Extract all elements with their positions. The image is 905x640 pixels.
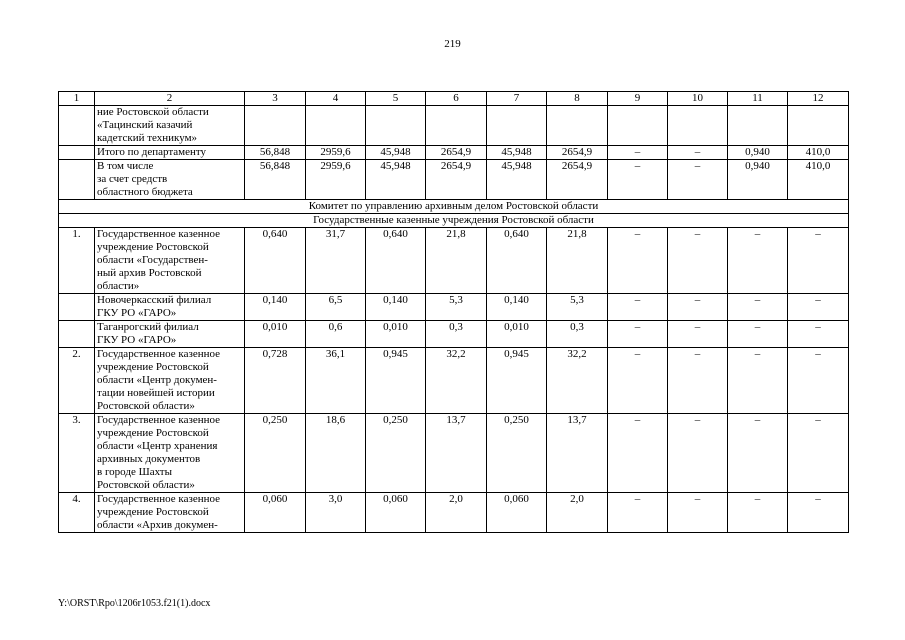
value-cell: 0,3: [547, 321, 608, 348]
value-cell: [788, 106, 849, 146]
value-cell: [426, 106, 487, 146]
value-cell: [487, 106, 547, 146]
value-cell: 0,250: [366, 414, 426, 493]
value-cell: 18,6: [306, 414, 366, 493]
value-cell: –: [608, 348, 668, 414]
section-title-row: [59, 200, 849, 214]
value-cell: 0,060: [487, 493, 547, 533]
value-cell: 36,1: [306, 348, 366, 414]
row-number: [59, 321, 95, 348]
value-cell: 13,7: [426, 414, 487, 493]
table-row: [59, 160, 849, 200]
value-cell: 2654,9: [547, 160, 608, 200]
table-row: [59, 414, 849, 493]
value-cell: –: [668, 160, 728, 200]
subsection-title: Государственные казенные учреждения Ростовской области: [59, 214, 849, 228]
value-cell: –: [728, 414, 788, 493]
table-row: [59, 294, 849, 321]
value-cell: 0,250: [487, 414, 547, 493]
value-cell: [547, 106, 608, 146]
value-cell: –: [668, 146, 728, 160]
value-cell: 0,940: [728, 146, 788, 160]
row-number: [59, 106, 95, 146]
value-cell: 2654,9: [426, 146, 487, 160]
value-cell: 31,7: [306, 228, 366, 294]
value-cell: 5,3: [547, 294, 608, 321]
value-cell: [728, 106, 788, 146]
value-cell: 2959,6: [306, 160, 366, 200]
value-cell: 3,0: [306, 493, 366, 533]
value-cell: 0,060: [245, 493, 306, 533]
row-name: Итого по департаменту: [95, 146, 245, 160]
table-header-row: [59, 92, 849, 106]
value-cell: –: [728, 348, 788, 414]
value-cell: 56,848: [245, 146, 306, 160]
value-cell: –: [728, 294, 788, 321]
value-cell: 2959,6: [306, 146, 366, 160]
value-cell: 56,848: [245, 160, 306, 200]
value-cell: –: [608, 160, 668, 200]
value-cell: 32,2: [426, 348, 487, 414]
column-header: 7: [487, 92, 547, 106]
page-number: 219: [444, 38, 461, 50]
value-cell: 0,250: [245, 414, 306, 493]
value-cell: –: [668, 348, 728, 414]
value-cell: [608, 106, 668, 146]
column-header: 9: [608, 92, 668, 106]
column-header: 11: [728, 92, 788, 106]
value-cell: –: [608, 321, 668, 348]
table-row: [59, 348, 849, 414]
value-cell: –: [608, 414, 668, 493]
row-name: ние Ростовской области «Тацинский казачий кадетский техникум»: [95, 106, 245, 146]
data-table: [58, 91, 849, 533]
row-name: Государственное казенное учреждение Ростовской области «Центр хранения архивных документов в городе Шахты Ростовской области»: [95, 414, 245, 493]
value-cell: 5,3: [426, 294, 487, 321]
row-number: [59, 294, 95, 321]
footer-file-path: Y:\ORST\Rpo\1206r1053.f21(1).docx: [58, 598, 211, 609]
row-name: Государственное казенное учреждение Ростовской области «Центр докумен- тации новейшей истории Ростовской области»: [95, 348, 245, 414]
value-cell: 0,640: [487, 228, 547, 294]
value-cell: 0,140: [245, 294, 306, 321]
table-row: [59, 321, 849, 348]
row-name: Новочеркасский филиал ГКУ РО «ГАРО»: [95, 294, 245, 321]
value-cell: –: [788, 348, 849, 414]
column-header: 8: [547, 92, 608, 106]
value-cell: –: [668, 414, 728, 493]
row-name: Государственное казенное учреждение Ростовской области «Государствен- ный архив Ростовской области»: [95, 228, 245, 294]
column-header: 2: [95, 92, 245, 106]
value-cell: 2,0: [547, 493, 608, 533]
subsection-title-row: [59, 214, 849, 228]
value-cell: 32,2: [547, 348, 608, 414]
column-header: 5: [366, 92, 426, 106]
row-name: Государственное казенное учреждение Ростовской области «Архив докумен-: [95, 493, 245, 533]
value-cell: 0,010: [245, 321, 306, 348]
row-number: 4.: [59, 493, 95, 533]
table-row: [59, 493, 849, 533]
column-header: 12: [788, 92, 849, 106]
value-cell: [366, 106, 426, 146]
value-cell: 6,5: [306, 294, 366, 321]
value-cell: 410,0: [788, 146, 849, 160]
value-cell: 0,140: [366, 294, 426, 321]
value-cell: 0,945: [366, 348, 426, 414]
value-cell: 0,728: [245, 348, 306, 414]
value-cell: –: [608, 146, 668, 160]
value-cell: 0,640: [366, 228, 426, 294]
value-cell: –: [668, 294, 728, 321]
value-cell: 0,6: [306, 321, 366, 348]
value-cell: 0,010: [366, 321, 426, 348]
value-cell: –: [608, 228, 668, 294]
section-title: Комитет по управлению архивным делом Ростовской области: [59, 200, 849, 214]
row-number: 2.: [59, 348, 95, 414]
row-number: [59, 160, 95, 200]
value-cell: 0,640: [245, 228, 306, 294]
row-number: 3.: [59, 414, 95, 493]
value-cell: 45,948: [487, 146, 547, 160]
value-cell: 0,945: [487, 348, 547, 414]
value-cell: 0,3: [426, 321, 487, 348]
value-cell: 0,940: [728, 160, 788, 200]
table-row: [59, 146, 849, 160]
value-cell: –: [668, 493, 728, 533]
value-cell: 2,0: [426, 493, 487, 533]
value-cell: 0,010: [487, 321, 547, 348]
column-header: 10: [668, 92, 728, 106]
value-cell: 45,948: [366, 146, 426, 160]
value-cell: 45,948: [366, 160, 426, 200]
value-cell: [668, 106, 728, 146]
value-cell: –: [608, 493, 668, 533]
value-cell: 2654,9: [547, 146, 608, 160]
value-cell: –: [728, 228, 788, 294]
row-name: В том числе за счет средств областного бюджета: [95, 160, 245, 200]
table-row: [59, 106, 849, 146]
value-cell: 2654,9: [426, 160, 487, 200]
value-cell: 410,0: [788, 160, 849, 200]
value-cell: 21,8: [547, 228, 608, 294]
value-cell: –: [788, 414, 849, 493]
value-cell: [306, 106, 366, 146]
column-header: 1: [59, 92, 95, 106]
value-cell: –: [668, 321, 728, 348]
value-cell: 21,8: [426, 228, 487, 294]
value-cell: 0,140: [487, 294, 547, 321]
column-header: 3: [245, 92, 306, 106]
value-cell: –: [788, 294, 849, 321]
row-number: 1.: [59, 228, 95, 294]
value-cell: –: [728, 493, 788, 533]
column-header: 6: [426, 92, 487, 106]
value-cell: [245, 106, 306, 146]
row-name: Таганрогский филиал ГКУ РО «ГАРО»: [95, 321, 245, 348]
value-cell: –: [728, 321, 788, 348]
value-cell: 0,060: [366, 493, 426, 533]
value-cell: –: [608, 294, 668, 321]
value-cell: 13,7: [547, 414, 608, 493]
column-header: 4: [306, 92, 366, 106]
table-row: [59, 228, 849, 294]
value-cell: –: [668, 228, 728, 294]
value-cell: –: [788, 228, 849, 294]
value-cell: –: [788, 321, 849, 348]
row-number: [59, 146, 95, 160]
value-cell: 45,948: [487, 160, 547, 200]
value-cell: –: [788, 493, 849, 533]
